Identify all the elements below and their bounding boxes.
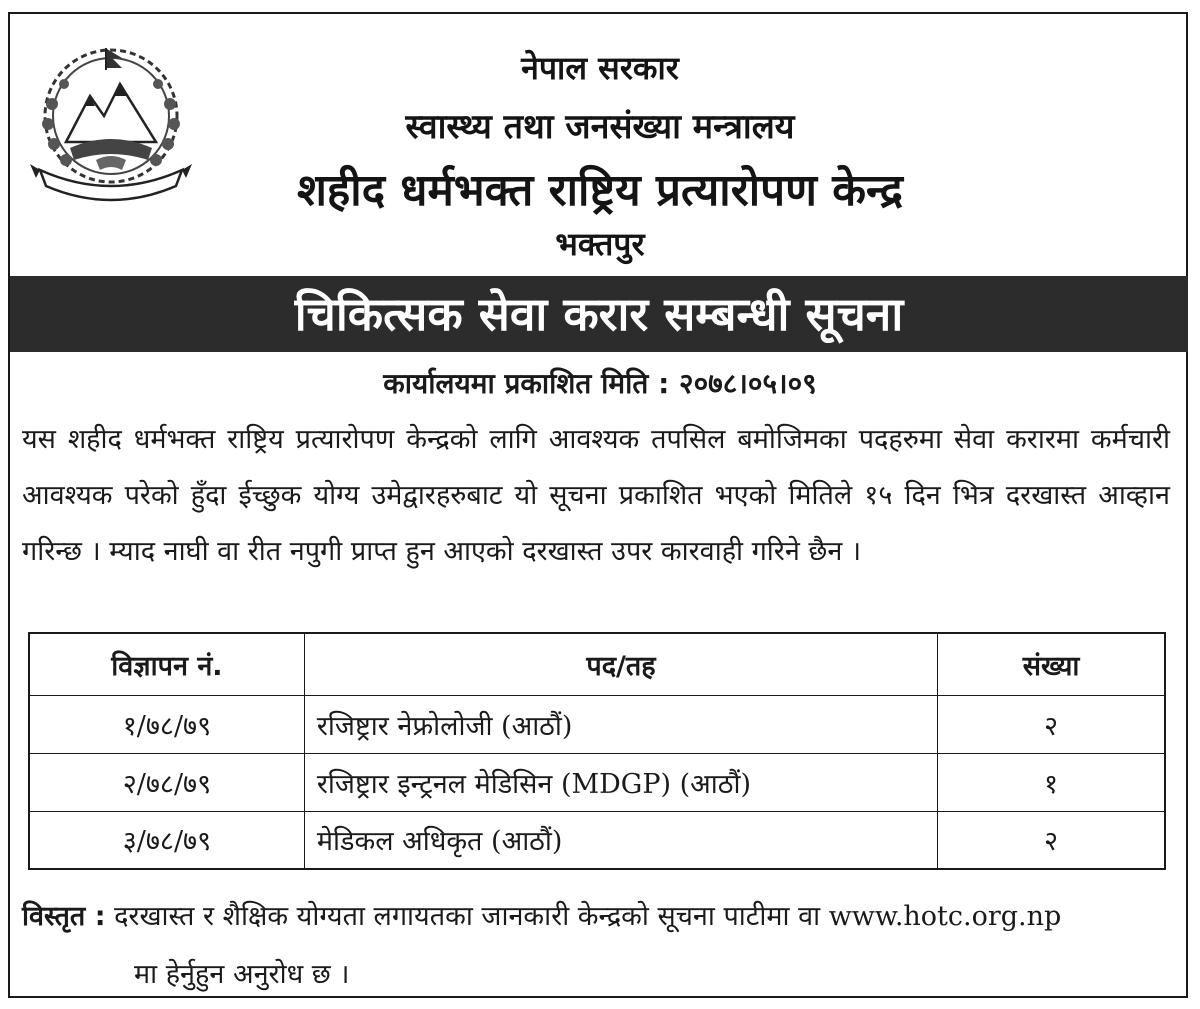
notice-body: यस शहीद धर्मभक्त राष्ट्रिय प्रत्यारोपण केन्द्रको लागि आवश्यक तपसिल बमोजिमका पदहरुमा सेवा करारमा कर्मचारी आवश्यक परेको हुँदा ईच्छुक योग्य उमेद्वारहरुबाट यो सूचना प्रकाशित भएको मितिले १५ दिन भित्र दरखास्त आव्हान गरिन्छ । म्याद नाघी वा रीत नपुगी प्राप्त हुन आएको दरखास्त उपर कारवाही गरिने छैन ।: [22, 424, 1170, 567]
location-heading: भक्तपुर: [555, 225, 645, 263]
header-post-level: पद/तह: [304, 633, 937, 695]
table-header-row: [29, 633, 1165, 695]
notice-title-banner: चिकित्सक सेवा करार सम्बन्धी सूचना: [10, 276, 1188, 352]
post-cell: मेडिकल अधिकृत (आठौं): [304, 811, 937, 869]
institution-heading: शहीद धर्मभक्त राष्ट्रिय प्रत्यारोपण केन्द्र: [297, 165, 903, 216]
ministry-heading: स्वास्थ्य तथा जनसंख्या मन्त्रालय: [405, 107, 795, 147]
table-row: [29, 811, 1165, 869]
details-line-1: दरखास्त र शैक्षिक योग्यता लगायतका जानकारी केन्द्रको सूचना पाटीमा वा www.hotc.org.np: [114, 901, 1062, 932]
details-label: विस्तृत :: [22, 901, 106, 932]
post-cell: रजिष्ट्रार नेफ्रोलोजी (आठौं): [304, 695, 937, 753]
vacancy-table: [28, 632, 1166, 870]
header-ad-number: विज्ञापन नं.: [29, 633, 304, 695]
details-line-2: मा हेर्नुहुन अनुरोध छ ।: [134, 959, 350, 990]
ad-number-cell: १/७८/७९: [29, 695, 304, 753]
published-date: कार्यालयमा प्रकाशित मिति : २०७८।०५।०९: [383, 367, 817, 400]
ad-number-cell: २/७८/७९: [29, 753, 304, 811]
count-cell: २: [938, 695, 1165, 753]
count-cell: २: [938, 811, 1165, 869]
details-footer: [22, 888, 1172, 1004]
post-cell: रजिष्ट्रार इन्ट्रनल मेडिसिन (MDGP) (आठौं): [304, 753, 937, 811]
count-cell: १: [938, 753, 1165, 811]
government-heading: नेपाल सरकार: [521, 49, 679, 87]
header-count: संख्या: [938, 633, 1165, 695]
table-row: [29, 753, 1165, 811]
table-row: [29, 695, 1165, 753]
ad-number-cell: ३/७८/७९: [29, 811, 304, 869]
